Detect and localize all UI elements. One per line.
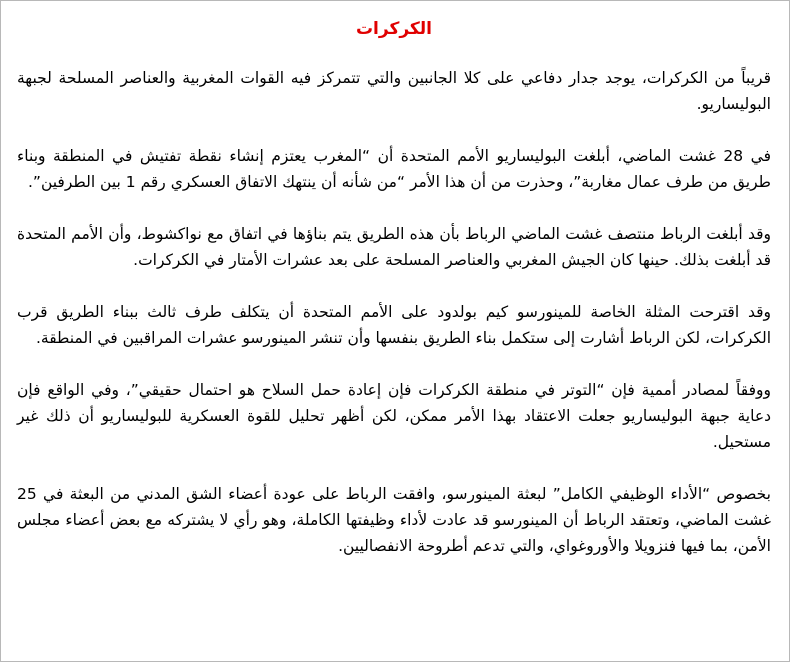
paragraph-6: بخصوص “الأداء الوظيفي الكامل” لبعثة المينورسو، وافقت الرباط على عودة أعضاء الشق المدني من البعثة في 25 غشت الماضي، وتعتقد الرباط أن المينورسو قد عادت لأداء وظيفتها الكاملة، وهو رأي لا يشتركه مع بعض أعضاء مجلس الأمن، بما فيها فنزويلا والأوروغواي، والتي تدعم أطروحة الانفصاليين. (17, 485, 771, 555)
paragraph-2: في 28 غشت الماضي، أبلغت البوليساريو الأمم المتحدة أن “المغرب يعتزم إنشاء نقطة تفتيش في المنطقة وبناء طريق من طرف عمال مغاربة”، وحذرت من أن هذا الأمر “من شأنه أن ينتهك الاتفاق العسكري رقم 1 بين الطرفين”. (17, 147, 771, 191)
paragraph-3: وقد أبلغت الرباط منتصف غشت الماضي الرباط بأن هذه الطريق يتم بناؤها في اتفاق مع نواكشوط، وأن الأمم المتحدة قد أبلغت بذلك. حينها كان الجيش المغربي والعناصر المسلحة على بعد عشرات الأمتار في الكركرات. (17, 225, 771, 269)
article-title: الكركرات (355, 19, 433, 39)
article-body (15, 65, 773, 559)
paragraph-5: ووفقاً لمصادر أممية فإن “التوتر في منطقة الكركرات فإن إعادة حمل السلاح هو احتمال حقيقي”، وفي الواقع فإن دعاية جبهة البوليساريو جعلت الاعتقاد بهذا الأمر ممكن، لكن أظهر تحليل للقوة العسكرية للبوليساريو أن ذلك غير مستحيل. (17, 381, 771, 451)
paragraph-4: وقد اقترحت المثلة الخاصة للمينورسو كيم بولدود على الأمم المتحدة أن يتكلف طرف ثالث ببناء الطريق قرب الكركرات، لكن الرباط أشارت إلى ستكمل بناء الطريق بنفسها وأن تنشر المينورسو عشرات المراقبين في المنطقة. (17, 303, 771, 347)
paragraph-1: قريباً من الكركرات، يوجد جدار دفاعي على كلا الجانبين والتي تتمركز فيه القوات المغربية والعناصر المسلحة لجبهة البوليساريو. (17, 69, 771, 113)
article-page (0, 1, 789, 662)
